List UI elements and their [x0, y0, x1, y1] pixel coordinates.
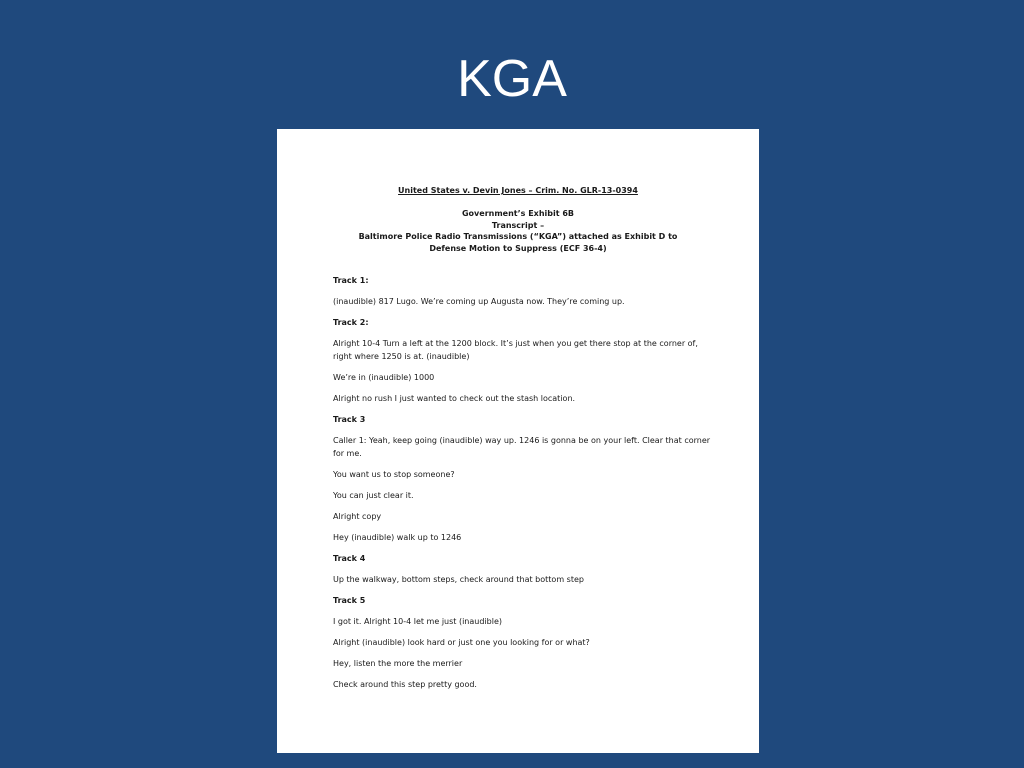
exhibit-line: Transcript –	[491, 220, 545, 230]
exhibit-title-block	[277, 208, 759, 254]
exhibit-line: Government’s Exhibit 6B	[461, 209, 574, 218]
track-label: Track 5	[333, 596, 366, 605]
document-page	[277, 129, 759, 753]
track-label: Track 4	[333, 554, 366, 563]
transcript-body	[333, 274, 713, 699]
transcript-line: Alright no rush I just wanted to check out the stash location.	[333, 394, 576, 403]
transcript-line: Hey, listen the more the merrier	[333, 659, 463, 668]
transcript-line: Check around this step pretty good.	[333, 680, 477, 689]
transcript-line: Alright copy	[333, 512, 382, 521]
track-label: Track 2:	[333, 318, 369, 327]
transcript-line: Up the walkway, bottom steps, check around that bottom step	[333, 575, 584, 584]
track-label: Track 1:	[333, 276, 369, 285]
transcript-line: (inaudible) 817 Lugo. We’re coming up Augusta now. They’re coming up.	[333, 297, 625, 306]
slide-title: KGA	[457, 50, 567, 108]
track-5	[333, 594, 713, 691]
transcript-line: Hey (inaudible) walk up to 1246	[333, 533, 462, 542]
transcript-line: You can just clear it.	[333, 491, 414, 500]
track-3	[333, 413, 713, 544]
case-caption: United States v. Devin Jones – Crim. No. GLR-13-0394	[398, 186, 638, 195]
transcript-line: Caller 1: Yeah, keep going (inaudible) way up. 1246 is gonna be on your left. Clear that corner for me.	[333, 436, 711, 458]
transcript-line: We’re in (inaudible) 1000	[333, 373, 435, 382]
track-1	[333, 274, 713, 308]
track-4	[333, 552, 713, 586]
transcript-line: Alright 10-4 Turn a left at the 1200 block. It’s just when you get there stop at the corner of, right where 1250 is at. (inaudible)	[333, 339, 698, 361]
exhibit-line: Defense Motion to Suppress (ECF 36-4)	[429, 243, 607, 253]
transcript-line: I got it. Alright 10-4 let me just (inaudible)	[333, 617, 502, 626]
exhibit-line: Baltimore Police Radio Transmissions (“KGA”) attached as Exhibit D to	[358, 232, 678, 241]
track-label: Track 3	[333, 415, 366, 424]
document-header	[277, 185, 759, 254]
track-2	[333, 316, 713, 405]
transcript-line: Alright (inaudible) look hard or just one you looking for or what?	[333, 638, 590, 647]
transcript-line: You want us to stop someone?	[333, 470, 455, 479]
